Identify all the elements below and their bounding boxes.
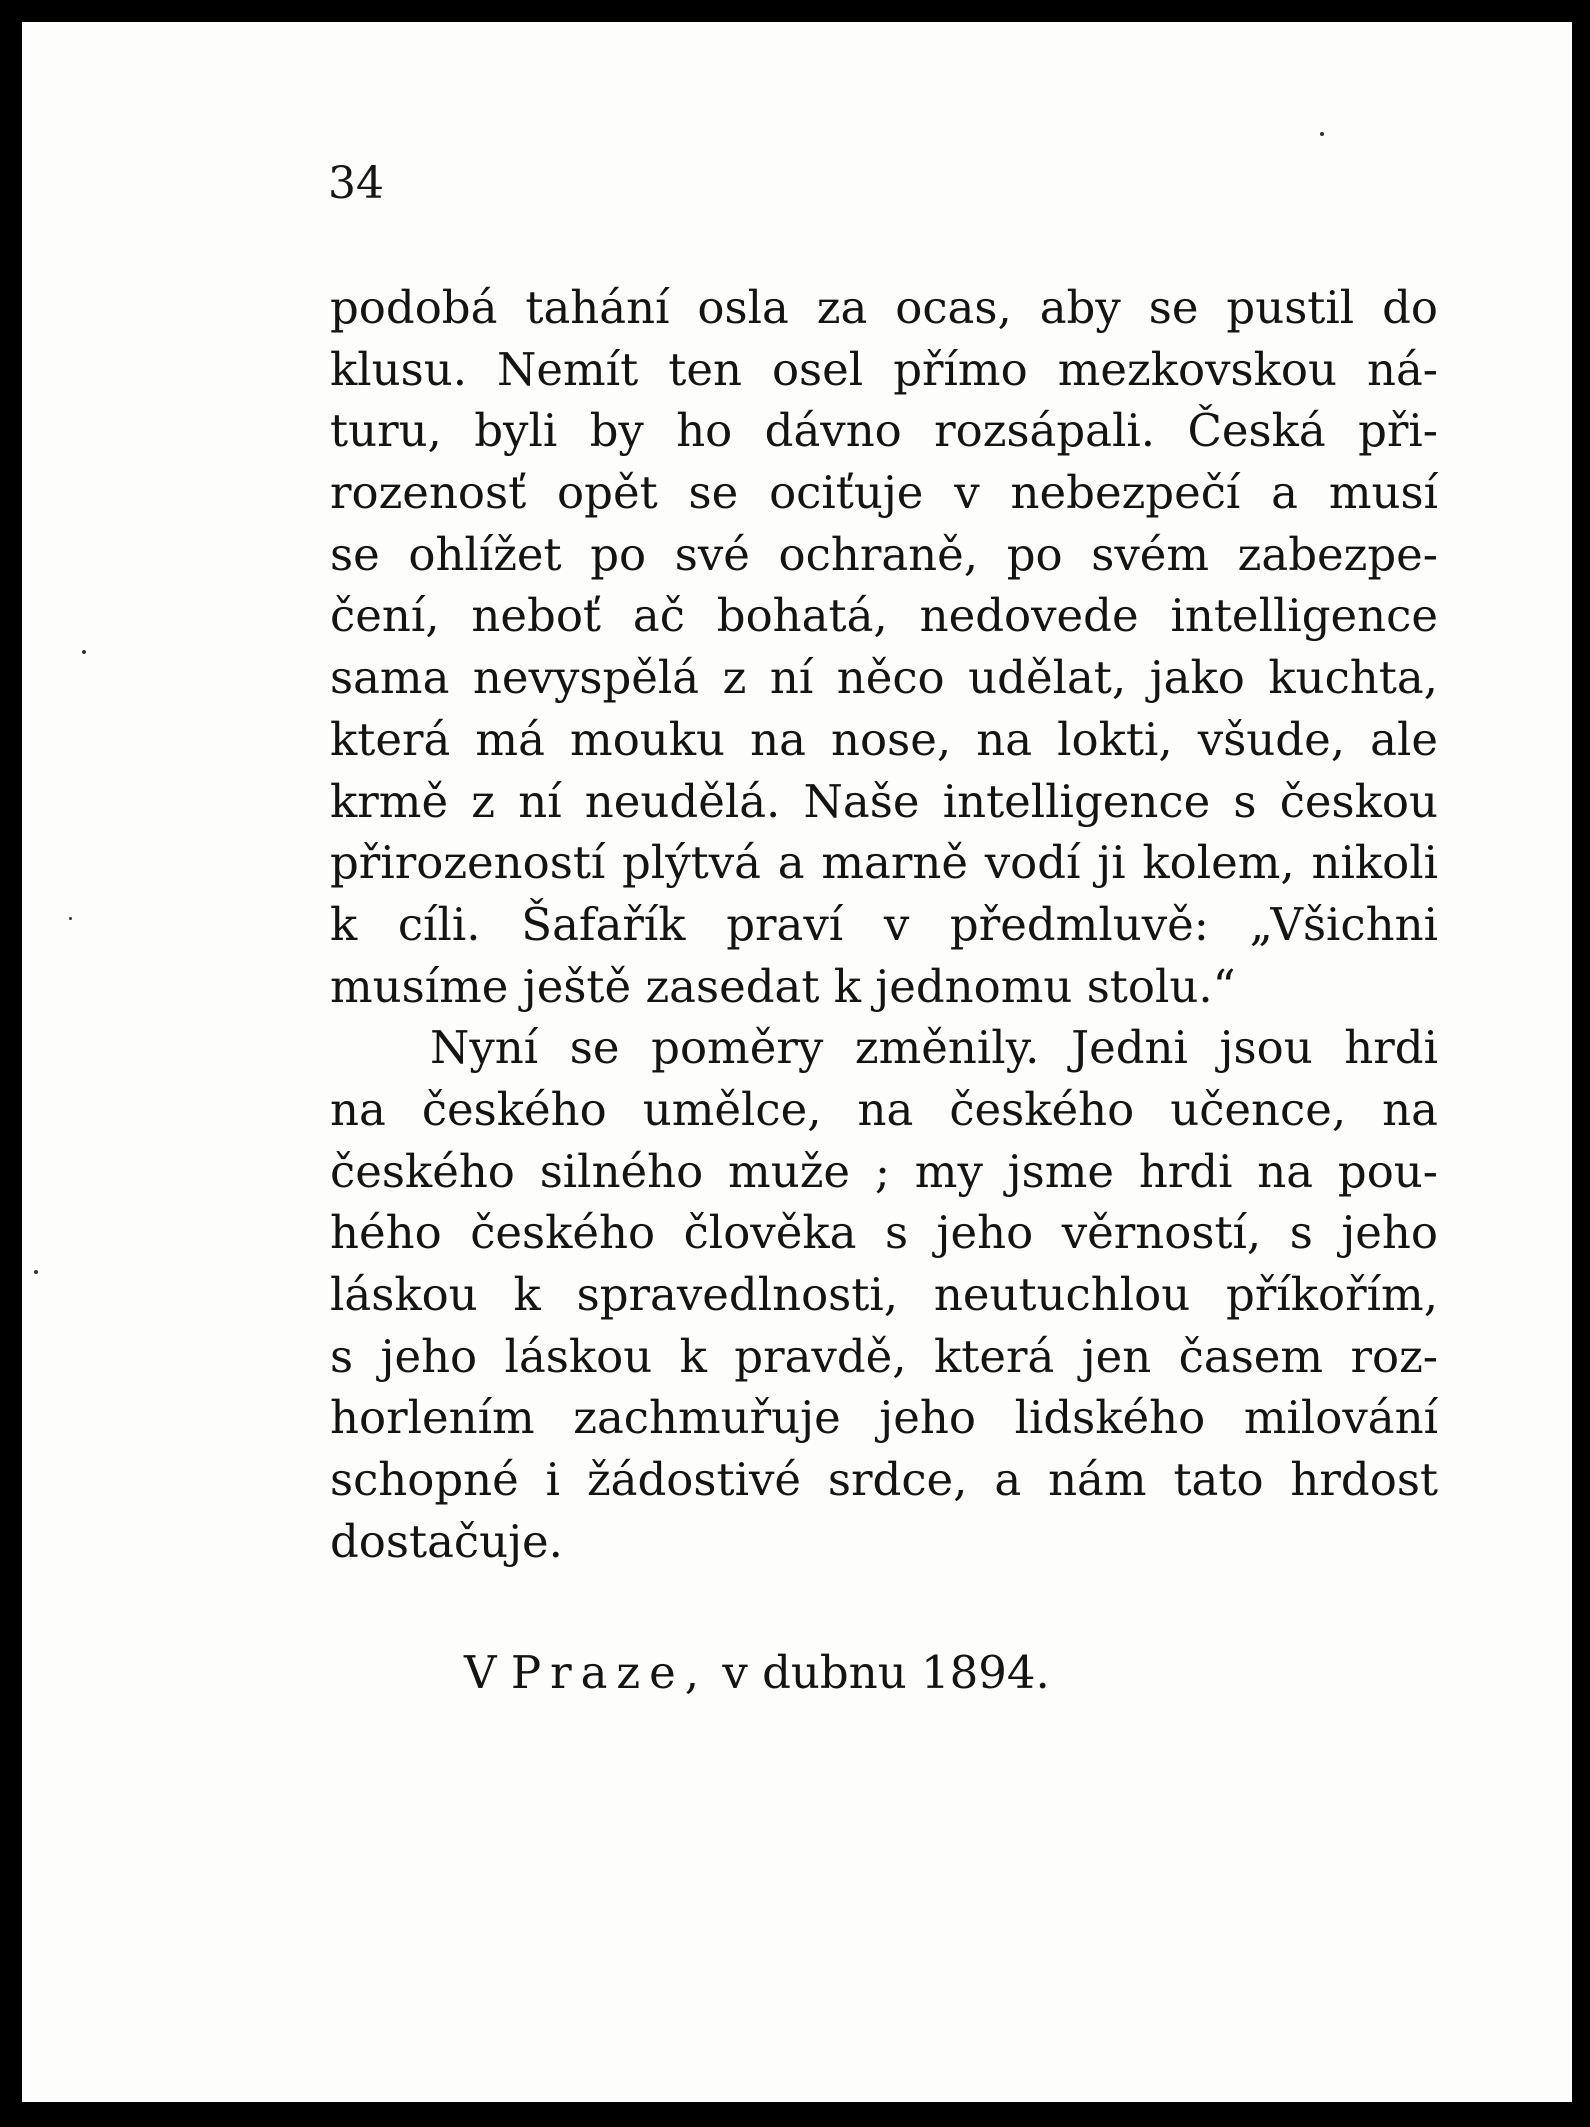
text-line: krmě z ní neudělá. Naše intelligence s českou	[330, 774, 1438, 828]
text-line: na českého umělce, na českého učence, na	[330, 1082, 1438, 1136]
text-line: přirozeností plýtvá a marně vodí ji kolem, nikoli	[330, 836, 1438, 890]
text-line: turu, byli by ho dávno rozsápali. Česká při-	[330, 404, 1438, 458]
text-line: horlením zachmuřuje jeho lidského milování	[330, 1391, 1438, 1445]
paragraph	[330, 1017, 1438, 1572]
paragraph	[330, 277, 1438, 1017]
text-line: hého českého člověka s jeho věrností, s jeho	[330, 1206, 1438, 1260]
text-line: čení, neboť ač bohatá, nedovede intelligence	[330, 589, 1438, 643]
print-speck	[1320, 132, 1324, 136]
text-line: klusu. Nemít ten osel přímo mezkovskou ná-	[330, 342, 1438, 396]
signoff	[464, 1646, 1050, 1699]
text-line: se ohlížet po své ochraně, po svém zabezpe-	[330, 527, 1438, 581]
text-line: musíme ještě zasedat k jednomu stolu.“	[330, 959, 1236, 1013]
text-line: sama nevyspělá z ní něco udělat, jako kuchta,	[330, 651, 1438, 705]
signoff-place: Praze,	[510, 1646, 709, 1699]
print-speck	[34, 1270, 38, 1274]
text-line: která má mouku na nose, na lokti, všude, ale	[330, 712, 1438, 766]
signoff-date: v dubnu 1894.	[722, 1646, 1050, 1699]
text-line: láskou k spravedlnosti, neutuchlou příkořím,	[330, 1268, 1438, 1321]
body-text	[330, 277, 1438, 1572]
text-line: k cíli. Šafařík praví v předmluvě: „Všichni	[330, 897, 1438, 951]
book-page	[22, 22, 1572, 2102]
print-speck	[82, 650, 86, 654]
print-speck	[69, 917, 72, 920]
text-line: českého silného muže ; my jsme hrdi na pou-	[330, 1144, 1438, 1198]
text-line: schopné i žádostivé srdce, a nám tato hrdost	[330, 1453, 1438, 1507]
text-line: s jeho láskou k pravdě, která jen časem roz-	[330, 1329, 1438, 1383]
text-line: rozenosť opět se ociťuje v nebezpečí a musí	[330, 466, 1438, 520]
text-line: podobá tahání osla za ocas, aby se pustil do	[330, 281, 1438, 334]
signoff-v: V	[464, 1646, 497, 1699]
text-line: dostačuje.	[330, 1514, 563, 1568]
page-number: 34	[328, 158, 384, 209]
text-line: Nyní se poměry změnily. Jedni jsou hrdi	[430, 1021, 1438, 1075]
